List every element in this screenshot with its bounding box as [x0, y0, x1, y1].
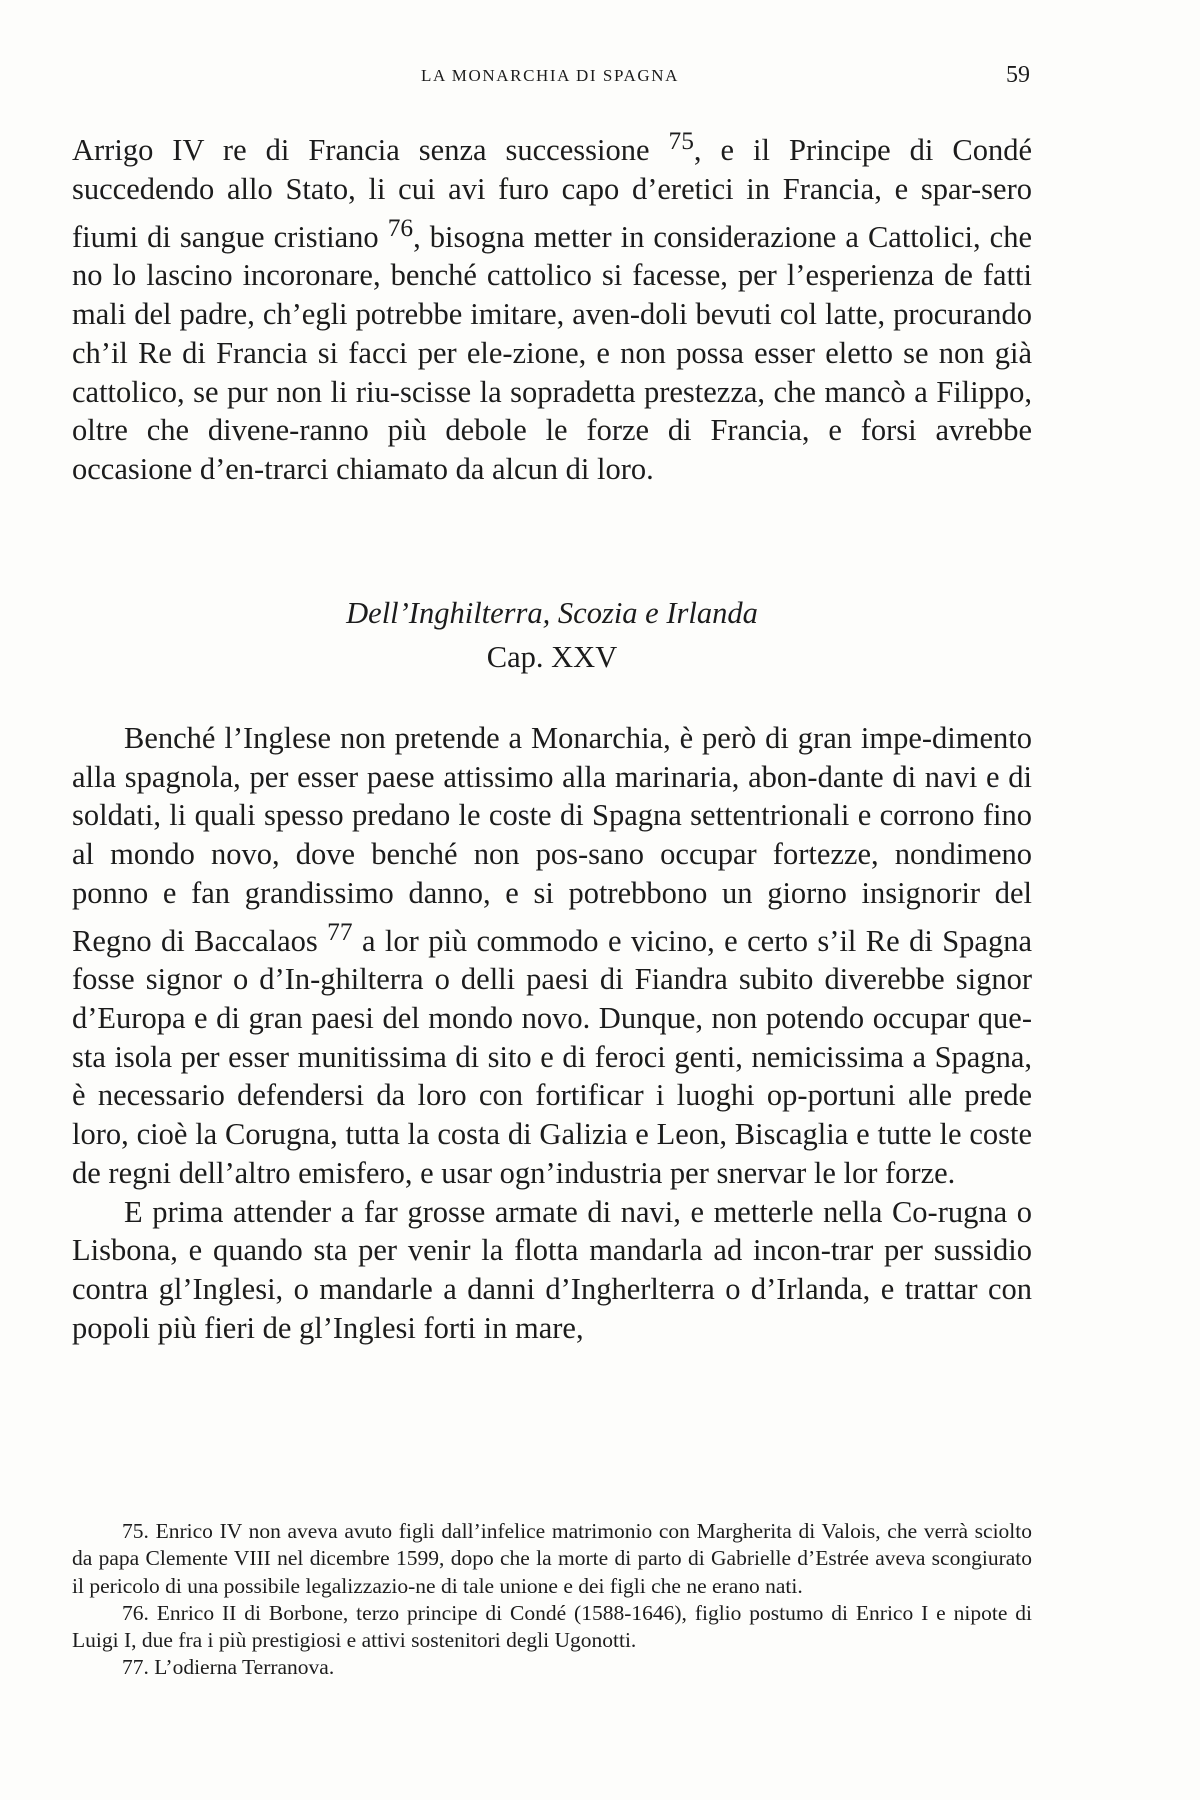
- footnote-ref-77: 77: [327, 917, 353, 946]
- footnote-76: [72, 1600, 1032, 1655]
- paragraph-1: [72, 122, 1032, 489]
- chapter-number: Cap. XXV: [486, 640, 618, 674]
- footnote-ref-76: 76: [387, 213, 414, 242]
- page-number: 59: [1006, 62, 1030, 88]
- footnote-text: Enrico IV non aveva avuto figli dall’infelice matrimonio con Margherita di Valois, che verrà sciolto da papa Clemente VIII nel dicembre 1599, dopo che la morte di parto di Gabrielle d’Estrée aveva scongiurato il pericolo di una possibile legalizzazio-ne di tale unione e dei figli che ne erano nati.: [72, 1519, 1033, 1598]
- footnotes: [72, 1518, 1032, 1682]
- paragraph-2: [72, 719, 1032, 1193]
- footnote-text: Enrico II di Borbone, terzo principe di Condé (1588-1646), figlio postumo di Enrico I e nipote di Luigi I, due fra i più prestigiosi e attivi sostenitori degli Ugonotti.: [72, 1600, 1032, 1653]
- footnote-text: L’odierna Terranova.: [154, 1655, 335, 1680]
- paragraph-1-part-3: , bisogna metter in considerazione a Cattolici, che no lo lascino incoronare, benché cattolico si facesse, per l’esperienza de fatti mali del padre, ch’egli potrebbe imitare, aven-doli bevuti col latte, procurando ch’il Re di Francia si facci per ele-zione, e non possa esser eletto se non già cattolico, se pur non li riu-scisse la sopradetta prestezza, che mancò a Filippo, oltre che divene-ranno più debole le forze di Francia, e forsi avrebbe occasione d’en-trarci chiamato da alcun di loro.: [72, 219, 1032, 486]
- paragraph-1-part-1: Arrigo IV re di Francia senza successione: [72, 133, 669, 168]
- chapter-title: Dell’Inghilterra, Scozia e Irlanda: [346, 596, 758, 630]
- paragraph-3: E prima attender a far grosse armate di navi, e metterle nella Co-rugna o Lisbona, e quando sta per venir la flotta mandarla ad incon-trar per sussidio contra gl’Inglesi, o mandarle a danni d’Ingherlterra o d’Irlanda, e trattar con popoli più fieri de gl’Inglesi forti in mare,: [72, 1194, 1032, 1345]
- footnote-number: 77.: [122, 1655, 149, 1680]
- body-text-top: [72, 122, 1032, 489]
- footnote-number: 75.: [122, 1519, 149, 1543]
- footnote-number: 76.: [122, 1600, 149, 1625]
- footnote-ref-75: 75: [668, 127, 694, 155]
- paragraph-1-part-2: , e il Principe di Condé succedendo allo Stato, li cui avi furo capo d’eretici in Francia, e spar-sero fiumi di sangue cristiano: [72, 133, 1032, 254]
- footnote-77: [72, 1654, 1032, 1681]
- paragraph-2-part-1: Benché l’Inglese non pretende a Monarchia, è però di gran impe-dimento alla spagnola, per esser paese attissimo alla marinaria, abon-dante di navi e di soldati, li quali spesso predano le coste di Spagna settentrionali e corrono fino al mondo novo, dove benché non pos-sano occupar fortezze, nondimeno ponno e fan grandissimo danno, e si potrebbono un giorno insignorir del Regno di Baccalaos: [72, 721, 1032, 958]
- running-header: [70, 62, 1030, 92]
- running-title: LA MONARCHIA DI SPAGNA: [421, 66, 679, 85]
- body-text-chapter: [72, 719, 1032, 1347]
- paragraph-2-part-2: a lor più commodo e vicino, e certo s’il Re di Spagna fosse signor o d’In-ghilterra o delli paesi di Fiandra subito diverebbe signor d’Europa e di gran paesi del mondo novo. Dunque, non potendo occupar que-sta isola per esser munitissima di sito e di feroci genti, nemicissima a Spagna, è necessario defendersi da loro con fortificar i luoghi op-portuni alle prede loro, cioè la Corugna, tutta la costa di Galizia e Leon, Biscaglia e tutte le coste de regni dell’altro emisfero, e usar ogn’industria per snervar le lor forze.: [72, 923, 1032, 1190]
- footnote-75: [72, 1518, 1032, 1600]
